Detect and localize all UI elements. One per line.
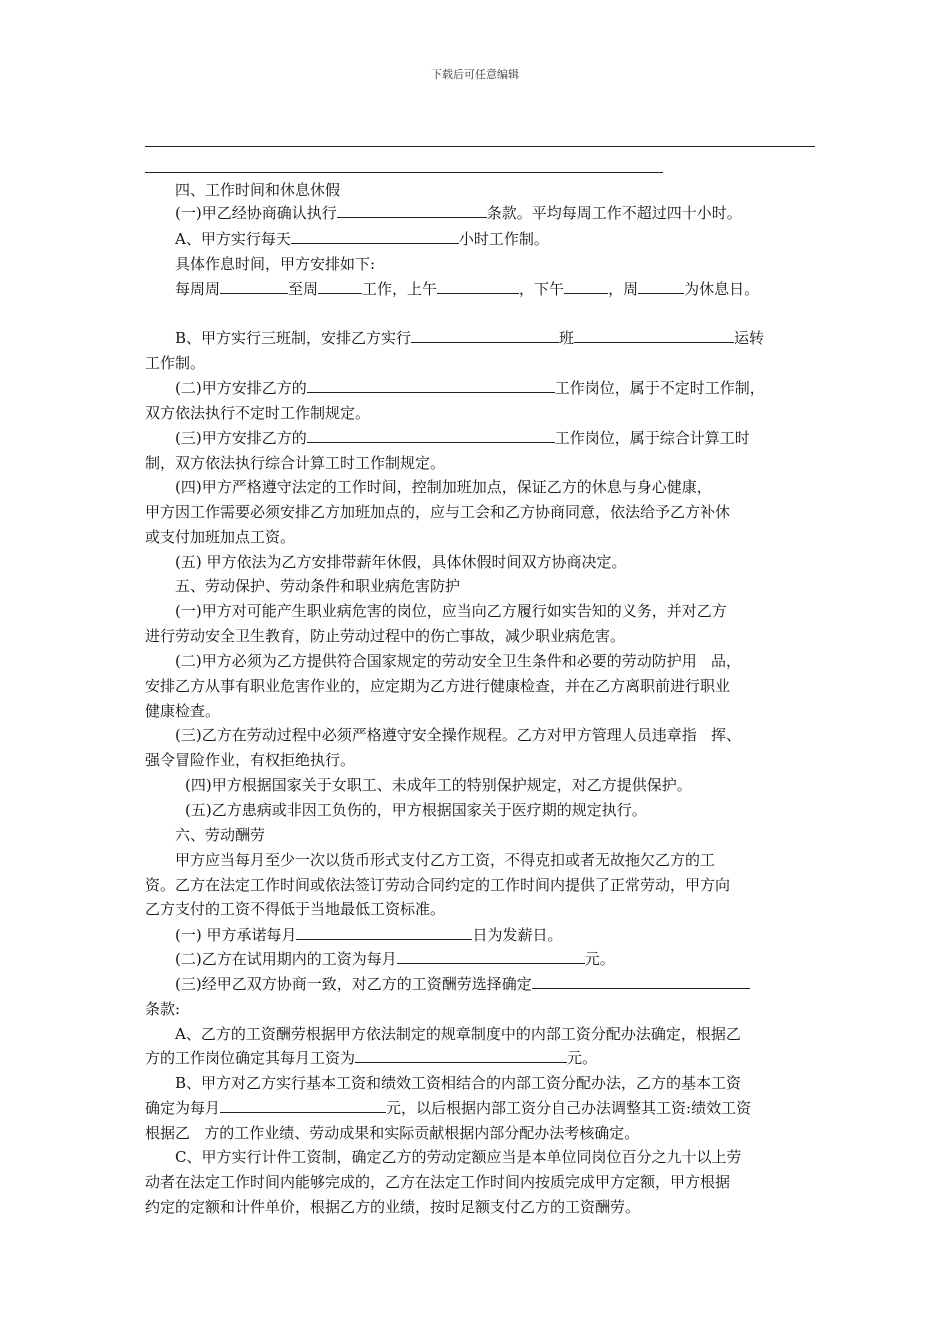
fill-blank (296, 924, 472, 940)
text-segment: 至周 (288, 280, 319, 298)
text-line: (四)甲方严格遵守法定的工作时间，控制加班加点，保证乙方的休息与身心健康， (175, 478, 712, 496)
text-segment: 为休息日。 (684, 280, 760, 298)
text-segment: (三)甲方安排乙方的 (175, 429, 307, 447)
text-segment: 元，以后根据内部工资分自己办法调整其工资:绩效工资 (386, 1099, 752, 1117)
text-segment: 条款。平均每周工作不超过四十小时。 (486, 204, 742, 222)
text-line: 甲方应当每月至少一次以货币形式支付乙方工资，不得克扣或者无故拖欠乙方的工 (175, 851, 716, 869)
fill-blank (574, 327, 734, 343)
text-line (175, 278, 759, 300)
fill-blank (437, 278, 519, 294)
text-line: C、甲方实行计件工资制，确定乙方的劳动定额应当是本单位同岗位百分之九十以上劳 (175, 1148, 742, 1166)
text-segment: ，下午 (519, 280, 565, 298)
text-line (175, 377, 765, 399)
text-line: 约定的定额和计件单价，根据乙方的业绩，按时足额支付乙方的工资酬劳。 (145, 1198, 641, 1216)
text-segment: ，周 (608, 280, 639, 298)
text-segment: (一)甲乙经协商确认执行 (175, 204, 337, 222)
text-line: 乙方支付的工资不得低于当地最低工资标准。 (145, 900, 446, 918)
text-line (145, 1047, 597, 1069)
fill-blank (318, 278, 362, 294)
text-segment: 每周周 (175, 280, 221, 298)
text-line: (三)乙方在劳动过程中必须严格遵守安全操作规程。乙方对甲方管理人员违章指 挥、 (175, 726, 742, 744)
divider-line-2 (145, 172, 663, 173)
text-segment: 日为发薪日。 (472, 926, 563, 944)
text-line: 强令冒险作业，有权拒绝执行。 (145, 751, 356, 769)
page-header: 下载后可任意编辑 (431, 68, 519, 81)
text-line (175, 202, 742, 224)
fill-blank (397, 948, 585, 964)
text-segment: 确定为每月 (145, 1099, 221, 1117)
fill-blank (337, 202, 487, 218)
text-line: 条款: (145, 1000, 181, 1018)
text-segment: 工作岗位，属于综合计算工时 (554, 429, 750, 447)
text-segment: B、甲方实行三班制，安排乙方实行 (175, 329, 412, 347)
text-segment: 工作，上午 (362, 280, 438, 298)
text-segment: (三)经甲乙双方协商一致，对乙方的工资酬劳选择确定 (175, 975, 532, 993)
section-heading-6: 六、劳动酬劳 (175, 826, 266, 844)
text-line (175, 924, 563, 946)
text-segment: 元。 (584, 950, 615, 968)
text-segment: 元。 (567, 1049, 598, 1067)
fill-blank (532, 973, 750, 989)
text-line: 资。乙方在法定工作时间或依法签订劳动合同约定的工作时间内提供了正常劳动，甲方向 (145, 876, 731, 894)
fill-blank (355, 1047, 567, 1063)
text-segment: A、甲方实行每天 (175, 230, 291, 248)
fill-blank (220, 278, 288, 294)
text-line: (五)乙方患病或非因工负伤的，甲方根据国家关于医疗期的规定执行。 (185, 801, 647, 819)
text-line: 健康检查。 (145, 702, 221, 720)
text-line: 具体作息时间，甲方安排如下: (175, 255, 376, 273)
fill-blank (638, 278, 684, 294)
divider-line-1 (145, 146, 815, 147)
text-line (175, 327, 764, 349)
text-line: 双方依法执行不定时工作制规定。 (145, 404, 371, 422)
text-line: 工作制。 (145, 354, 206, 372)
text-line: B、甲方对乙方实行基本工资和绩效工资相结合的内部工资分配办法，乙方的基本工资 (175, 1074, 742, 1092)
text-segment: 班 (559, 329, 575, 347)
text-line: 制，双方依法执行综合计算工时工作制规定。 (145, 454, 446, 472)
fill-blank (307, 377, 555, 393)
fill-blank (220, 1097, 386, 1113)
text-line: 或支付加班加点工资。 (145, 528, 296, 546)
text-line: 甲方因工作需要必须安排乙方加班加点的，应与工会和乙方协商同意，依法给予乙方补休 (145, 503, 731, 521)
text-line: A、乙方的工资酬劳根据甲方依法制定的规章制度中的内部工资分配办法确定，根据乙 (175, 1025, 741, 1043)
text-line (175, 973, 750, 995)
text-line (145, 1097, 751, 1119)
fill-blank (411, 327, 559, 343)
text-line: 动者在法定工作时间内能够完成的，乙方在法定工作时间内按质完成甲方定额，甲方根据 (145, 1173, 731, 1191)
text-line: (二)甲方必须为乙方提供符合国家规定的劳动安全卫生条件和必要的劳动防护用 品， (175, 652, 742, 670)
text-line (175, 948, 615, 970)
text-line (175, 427, 750, 449)
text-line: 进行劳动安全卫生教育，防止劳动过程中的伤亡事故，减少职业病危害。 (145, 627, 626, 645)
text-segment: (一) 甲方承诺每月 (175, 926, 297, 944)
text-line: 安排乙方从事有职业危害作业的，应定期为乙方进行健康检查，并在乙方离职前进行职业 (145, 677, 731, 695)
text-segment: (二)甲方安排乙方的 (175, 379, 307, 397)
fill-blank (564, 278, 608, 294)
text-line: (四)甲方根据国家关于女职工、未成年工的特别保护规定，对乙方提供保护。 (185, 776, 692, 794)
section-heading-4: 四、工作时间和休息休假 (175, 181, 341, 199)
fill-blank (307, 427, 555, 443)
text-segment: 小时工作制。 (458, 230, 549, 248)
text-line (175, 228, 549, 250)
text-line: 根据乙 方的工作业绩、劳动成果和实际贡献根据内部分配办法考核确定。 (145, 1124, 640, 1142)
fill-blank (291, 228, 459, 244)
section-heading-5: 五、劳动保护、劳动条件和职业病危害防护 (175, 577, 461, 595)
text-segment: 方的工作岗位确定其每月工资为 (145, 1049, 356, 1067)
text-line: (五) 甲方依法为乙方安排带薪年休假，具体休假时间双方协商决定。 (175, 553, 627, 571)
text-segment: (二)乙方在试用期内的工资为每月 (175, 950, 397, 968)
text-segment: 运转 (734, 329, 765, 347)
text-line: (一)甲方对可能产生职业病危害的岗位，应当向乙方履行如实告知的义务，并对乙方 (175, 602, 727, 620)
text-segment: 工作岗位，属于不定时工作制， (554, 379, 765, 397)
